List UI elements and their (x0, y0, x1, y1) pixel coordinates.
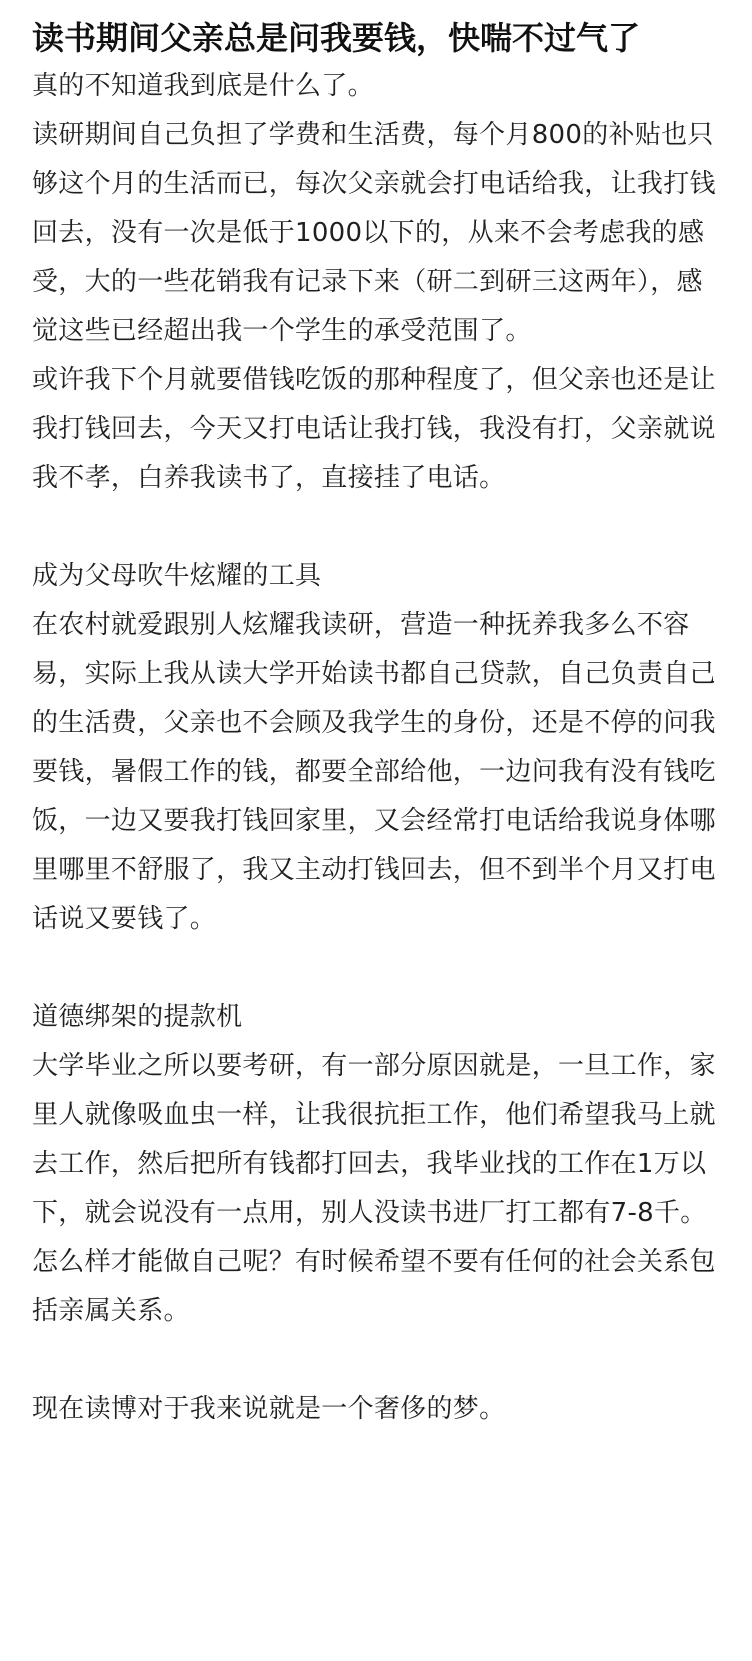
post-section-cash-machine (32, 993, 724, 1336)
section-heading: 道德绑架的提款机 (32, 1002, 243, 1032)
post-section-intro (32, 62, 724, 503)
post-container (32, 0, 724, 1434)
body-paragraph: 真的不知道我到底是什么了。 (32, 71, 374, 101)
body-paragraph: 或许我下个月就要借钱吃饭的那种程度了，但父亲也还是让我打钱回去，今天又打电话让我打钱，我没有打，父亲就说我不孝，白养我读书了，直接挂了电话。 (32, 365, 716, 493)
post-section-closing (32, 1385, 724, 1434)
body-paragraph: 大学毕业之所以要考研，有一部分原因就是，一旦工作，家里人就像吸血虫一样，让我很抗拒工作，他们希望我马上就去工作，然后把所有钱都打回去，我毕业找的工作在1万以下，就会说没有一点用，别人没读书进厂打工都有7-8千。 (32, 1051, 716, 1228)
post-title: 读书期间父亲总是问我要钱，快喘不过气了 (32, 19, 641, 57)
section-heading: 成为父母吹牛炫耀的工具 (32, 561, 322, 591)
body-paragraph: 在农村就爱跟别人炫耀我读研，营造一种抚养我多么不容易，实际上我从读大学开始读书都自己贷款，自己负责自己的生活费，父亲也不会顾及我学生的身份，还是不停的问我要钱，暑假工作的钱，都要全部给他，一边问我有没有钱吃饭，一边又要我打钱回家里，又会经常打电话给我说身体哪里哪里不舒服了，我又主动打钱回去，但不到半个月又打电话说又要钱了。 (32, 610, 716, 934)
body-paragraph: 读研期间自己负担了学费和生活费，每个月800的补贴也只够这个月的生活而已，每次父亲就会打电话给我，让我打钱回去，没有一次是低于1000以下的，从来不会考虑我的感受，大的一些花销我有记录下来（研二到研三这两年），感觉这些已经超出我一个学生的承受范围了。 (32, 120, 716, 346)
post-section-bragging-tool (32, 552, 724, 944)
post-body (32, 62, 724, 1434)
body-paragraph: 现在读博对于我来说就是一个奢侈的梦。 (32, 1394, 506, 1424)
body-paragraph: 怎么样才能做自己呢？有时候希望不要有任何的社会关系包括亲属关系。 (32, 1247, 716, 1326)
